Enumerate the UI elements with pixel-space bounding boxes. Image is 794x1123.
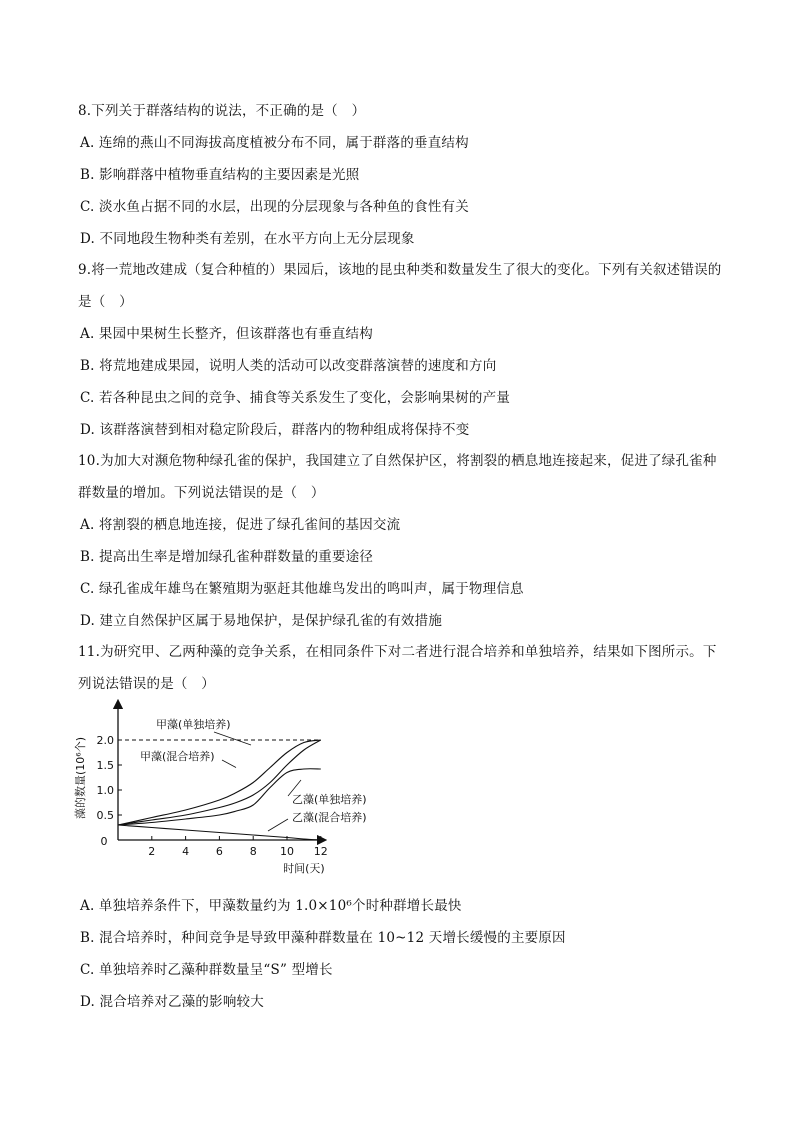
question-10-option-a: A. 将割裂的栖息地连接，促进了绿孔雀间的基因交流 bbox=[80, 517, 401, 533]
question-10-stem: 10.为加大对濒危物种绿孔雀的保护，我国建立了自然保护区，将割裂的栖息地连接起来，促进了绿孔雀种 bbox=[78, 453, 717, 469]
x-tick-label: 4 bbox=[182, 845, 190, 858]
algae-growth-chart-svg bbox=[74, 700, 396, 880]
x-tick-label: 8 bbox=[249, 845, 257, 858]
algae-growth-chart bbox=[74, 700, 396, 880]
question-10-option-d: D. 建立自然保护区属于易地保护，是保护绿孔雀的有效措施 bbox=[80, 613, 443, 629]
series-jia-mixed-label-pointer bbox=[222, 760, 236, 768]
question-11-option-c: C. 单独培养时乙藻种群数量呈“S” 型增长 bbox=[80, 962, 333, 978]
series-yi-mixed-label: 乙藻(混合培养) bbox=[292, 811, 367, 824]
question-9-option-a: A. 果园中果树生长整齐，但该群落也有垂直结构 bbox=[80, 326, 373, 342]
question-10-option-b: B. 提高出生率是增加绿孔雀种群数量的重要途径 bbox=[80, 549, 374, 565]
question-10-option-c: C. 绿孔雀成年雄鸟在繁殖期为驱赶其他雄鸟发出的鸣叫声，属于物理信息 bbox=[80, 581, 524, 597]
series-yi-alone-line bbox=[118, 769, 321, 825]
question-8-option-d: D. 不同地段生物种类有差别，在水平方向上无分层现象 bbox=[80, 231, 415, 247]
question-11-stem: 11.为研究甲、乙两种藻的竞争关系，在相同条件下对二者进行混合培养和单独培养，结果如下图所示。下 bbox=[78, 644, 717, 660]
question-9-option-d: D. 该群落演替到相对稳定阶段后，群落内的物种组成将保持不变 bbox=[80, 422, 470, 438]
x-axis-label: 时间(天) bbox=[283, 862, 325, 875]
y-tick-label: 2.0 bbox=[96, 734, 114, 747]
series-jia-alone-label-pointer bbox=[214, 732, 251, 745]
origin-label: 0 bbox=[100, 835, 108, 848]
y-tick-label: 1.0 bbox=[96, 784, 114, 797]
question-10-stem-cont: 群数量的增加。下列说法错误的是（ ） bbox=[78, 485, 325, 501]
y-tick-label: 0.5 bbox=[96, 809, 114, 822]
question-8-stem: 8.下列关于群落结构的说法，不正确的是（ ） bbox=[78, 103, 366, 119]
question-8-option-c: C. 淡水鱼占据不同的水层，出现的分层现象与各种鱼的食性有关 bbox=[80, 199, 469, 215]
question-9-stem-cont: 是（ ） bbox=[78, 294, 133, 310]
series-yi-alone-label: 乙藻(单独培养) bbox=[292, 793, 367, 806]
y-tick-label: 1.5 bbox=[96, 759, 114, 772]
question-9-option-b: B. 将荒地建成果园，说明人类的活动可以改变群落演替的速度和方向 bbox=[80, 358, 497, 374]
x-tick-label: 6 bbox=[215, 845, 223, 858]
series-jia-alone-label: 甲藻(单独培养) bbox=[156, 718, 231, 731]
question-11-option-a: A. 单独培养条件下，甲藻数量约为 1.0×10⁶个时种群增长最快 bbox=[80, 898, 462, 914]
y-axis-label: 藻的数量(10⁶个) bbox=[74, 737, 87, 819]
question-9-stem: 9.将一荒地改建成（复合种植的）果园后，该地的昆虫种类和数量发生了很大的变化。下列有关叙述错误的 bbox=[78, 262, 722, 278]
series-yi-mixed-label-pointer bbox=[268, 819, 288, 831]
x-tick-label: 10 bbox=[280, 845, 294, 858]
question-8-option-a: A. 连绵的燕山不同海拔高度植被分布不同，属于群落的垂直结构 bbox=[80, 135, 469, 151]
question-9-option-c: C. 若各种昆虫之间的竞争、捕食等关系发生了变化，会影响果树的产量 bbox=[80, 390, 511, 406]
series-jia-mixed-label: 甲藻(混合培养) bbox=[140, 750, 215, 763]
question-11-option-d: D. 混合培养对乙藻的影响较大 bbox=[80, 994, 264, 1010]
question-8-option-b: B. 影响群落中植物垂直结构的主要因素是光照 bbox=[80, 167, 360, 183]
question-11-stem-cont: 列说法错误的是（ ） bbox=[78, 676, 215, 692]
x-tick-label: 12 bbox=[313, 845, 328, 858]
question-11-option-b: B. 混合培养时，种间竞争是导致甲藻种群数量在 10~12 天增长缓慢的主要原因 bbox=[80, 930, 566, 946]
x-tick-label: 2 bbox=[148, 845, 156, 858]
